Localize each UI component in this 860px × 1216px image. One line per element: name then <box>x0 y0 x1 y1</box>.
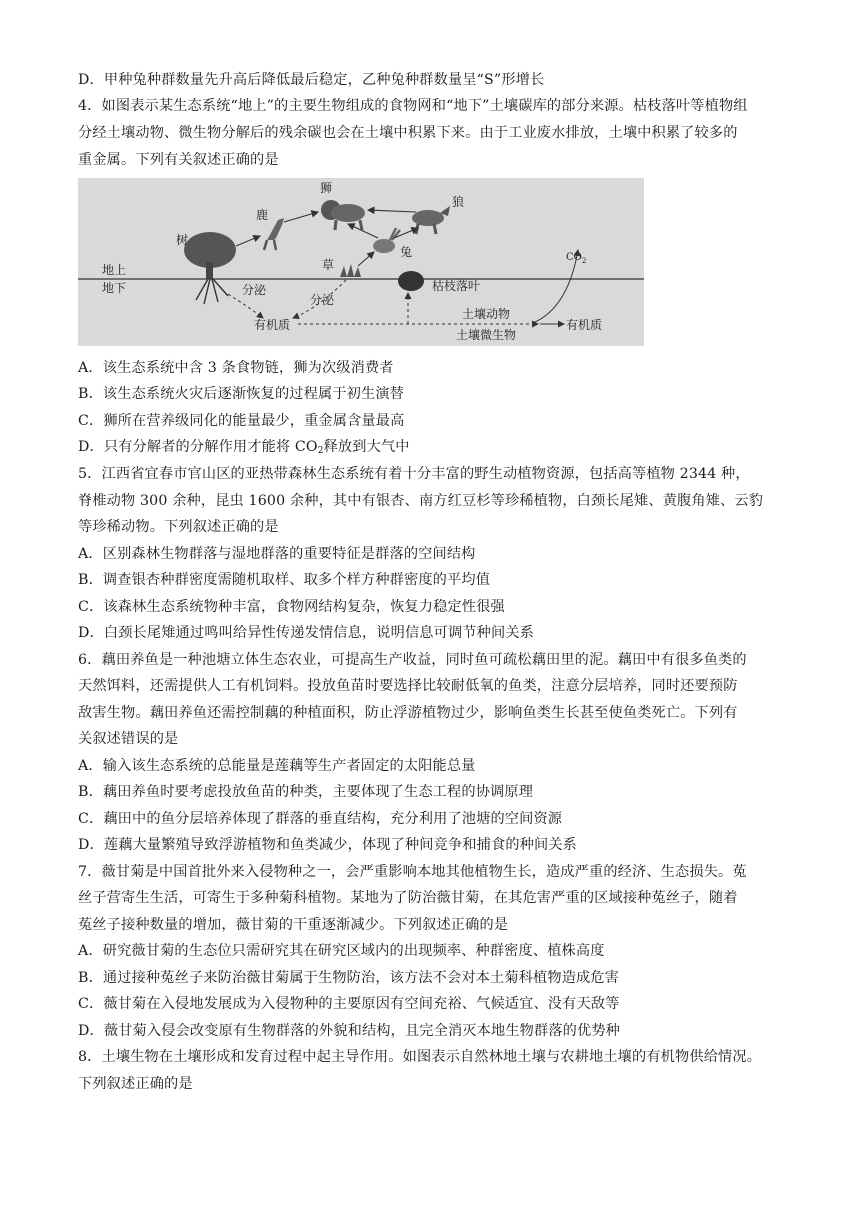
organic-matter-left-label: 有机质 <box>254 318 291 332</box>
q6-option-b: B．藕田养鱼时要考虑投放鱼苗的种类，主要体现了生态工程的协调原理 <box>78 784 534 800</box>
q8-stem-line-1: 8．土壤生物在土壤形成和发育过程中起主导作用。如图表示自然林地土壤与农耕地土壤的有机物供给情况。 <box>78 1049 762 1065</box>
q7-option-c: C．薇甘菊在入侵地发展成为入侵物种的主要原因有空间充裕、气候适宜、没有天敌等 <box>78 996 620 1012</box>
q5-stem-line-2: 脊椎动物 300 余种，昆虫 1600 余种，其中有银杏、南方红豆杉等珍稀植物，白颈长尾雉、黄腹角雉、云豹 <box>78 493 764 509</box>
lion-label: 狮 <box>320 181 333 195</box>
secrete-label-2: 分泌 <box>310 293 335 307</box>
below-ground-label: 地下 <box>102 281 127 295</box>
wolf-label: 狼 <box>452 195 465 209</box>
q7-option-b: B．通过接种菟丝子来防治薇甘菊属于生物防治，该方法不会对本土菊科植物造成危害 <box>78 970 620 986</box>
q7-stem-line-1: 7．薇甘菊是中国首批外来入侵物种之一，会严重影响本地其他植物生长，造成严重的经济、生态损失。菟 <box>78 864 747 880</box>
q7-option-d: D．薇甘菊入侵会改变原有生物群落的外貌和结构，且完全消灭本地生物群落的优势种 <box>78 1023 621 1039</box>
organic-matter-right-label: 有机质 <box>566 318 603 332</box>
q5-option-d: D．白颈长尾雉通过鸣叫给异性传递发情信息，说明信息可调节种间关系 <box>78 625 534 641</box>
soil-microbes-label: 土壤微生物 <box>456 328 517 342</box>
q6-stem-line-3: 敌害生物。藕田养鱼还需控制藕的种植面积，防止浮游植物过少，影响鱼类生长甚至使鱼类死亡。下列有 <box>78 705 738 721</box>
q4-option-d-tail: 释放到大气中 <box>323 439 410 455</box>
tree-icon <box>184 232 236 304</box>
q5-option-b: B．调查银杏种群密度需随机取样、取多个样方种群密度的平均值 <box>78 572 491 588</box>
q4-stem-line-2: 分经土壤动物、微生物分解后的残余碳也会在土壤中积累下来。由于工业废水排放，土壤中积累了较多的 <box>78 125 738 141</box>
q5-stem-line-1: 5．江西省宜春市官山区的亚热带森林生态系统有着十分丰富的野生动植物资源，包括高等植物 2344 种， <box>78 466 750 482</box>
q4-stem-line-1: 4．如图表示某生态系统“地上”的主要生物组成的食物网和“地下”土壤碳库的部分来源。枯枝落叶等植物组 <box>78 98 748 114</box>
co2-label: $CO_2$ <box>566 252 587 265</box>
q6-stem-line-1: 6．藕田养鱼是一种池塘立体生态农业，可提高生产收益，同时鱼可疏松藕田里的泥。藕田中有很多鱼类的 <box>78 652 747 668</box>
q7-option-a: A．研究薇甘菊的生态位只需研究其在研究区域内的出现频率、种群密度、植株高度 <box>78 943 605 959</box>
q4-option-b: B．该生态系统火灾后逐渐恢复的过程属于初生演替 <box>78 386 405 402</box>
secrete-label-1: 分泌 <box>242 283 267 297</box>
grass-label: 草 <box>322 258 335 272</box>
q4-option-c: C．狮所在营养级同化的能量最少，重金属含量最高 <box>78 413 405 429</box>
co2-subscript: 2 <box>317 446 324 456</box>
tree-label: 树 <box>176 233 189 247</box>
leaf-litter-icon <box>398 271 424 291</box>
grass-icon <box>340 264 361 277</box>
q4-stem-line-3: 重金属。下列有关叙述正确的是 <box>78 152 279 168</box>
q4-option-d-text: D．只有分解者的分解作用才能将 CO <box>78 439 318 455</box>
q7-stem-line-3: 菟丝子接种数量的增加，薇甘菊的干重逐渐减少。下列叙述正确的是 <box>78 917 509 933</box>
q6-stem-line-4: 关叙述错误的是 <box>78 731 179 747</box>
food-web-figure <box>78 178 644 346</box>
deer-icon <box>264 218 284 250</box>
q8-stem-line-2: 下列叙述正确的是 <box>78 1076 193 1092</box>
wolf-icon <box>412 206 450 234</box>
q4-option-d <box>78 437 410 461</box>
q5-option-a: A．区别森林生物群落与湿地群落的重要特征是群落的空间结构 <box>78 546 476 562</box>
q6-option-d: D．莲藕大量繁殖导致浮游植物和鱼类减少，体现了种间竞争和捕食的种间关系 <box>78 837 578 853</box>
q5-option-c: C．该森林生态系统物种丰富，食物网结构复杂，恢复力稳定性很强 <box>78 599 505 615</box>
q6-stem-line-2: 天然饵料，还需提供人工有机饲料。投放鱼苗时要选择比较耐低氧的鱼类，注意分层培养，同时还要预防 <box>78 678 738 694</box>
food-web-diagram <box>78 178 644 346</box>
litter-label: 枯枝落叶 <box>432 279 481 293</box>
q6-option-a: A．输入该生态系统的总能量是莲藕等生产者固定的太阳能总量 <box>78 758 476 774</box>
q5-stem-line-3: 等珍稀动物。下列叙述正确的是 <box>78 519 279 535</box>
q4-option-a: A．该生态系统中含 3 条食物链，狮为次级消费者 <box>78 360 394 376</box>
soil-animals-label: 土壤动物 <box>462 307 511 321</box>
q7-stem-line-2: 丝子营寄生生活，可寄生于多种菊科植物。某地为了防治薇甘菊，在其危害严重的区域接种菟丝子，随着 <box>78 890 738 906</box>
q3-option-d: D．甲种兔种群数量先升高后降低最后稳定，乙种兔种群数量呈“S”形增长 <box>78 72 545 88</box>
deer-label: 鹿 <box>256 208 269 222</box>
lion-icon <box>321 200 365 230</box>
rabbit-label: 兔 <box>400 245 413 259</box>
q6-option-c: C．藕田中的鱼分层培养体现了群落的垂直结构，充分利用了池塘的空间资源 <box>78 811 563 827</box>
rabbit-icon <box>373 228 400 253</box>
above-ground-label: 地上 <box>102 263 127 277</box>
